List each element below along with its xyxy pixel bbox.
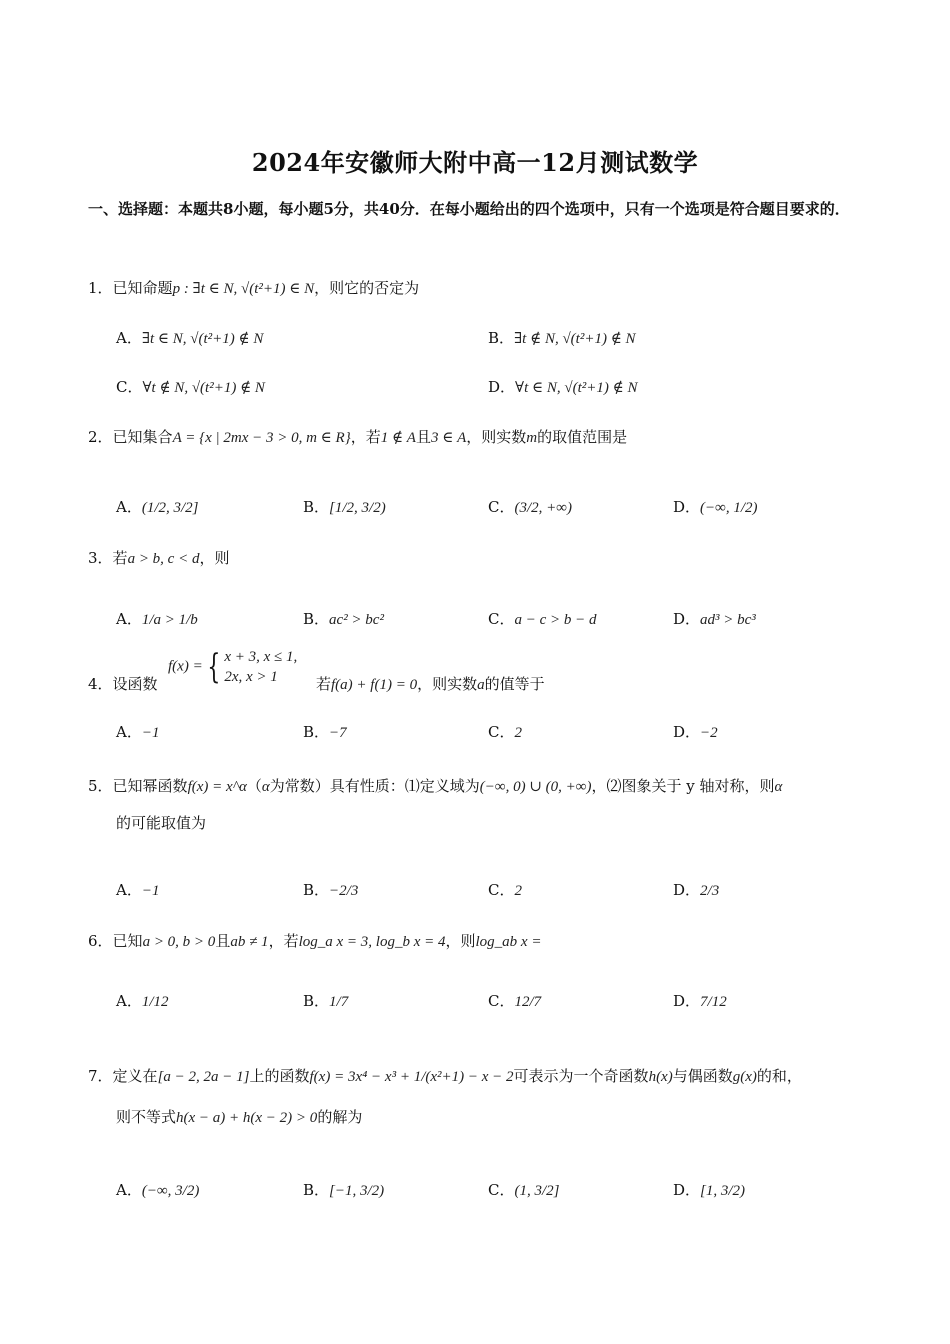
- option-c[interactable]: [116, 376, 265, 397]
- question-stem: 已知命题: [112, 279, 173, 297]
- question-5-line2: [116, 812, 206, 833]
- option-label: A．: [116, 1181, 142, 1199]
- question-stem: 已知集合: [112, 428, 173, 446]
- option-text: ∃t ∈ N, √(t²+1) ∉ N: [141, 331, 264, 347]
- option-a[interactable]: [116, 608, 198, 629]
- option-text: −1: [141, 725, 160, 741]
- math-expression: A = {x | 2mx − 3 > 0, m ∈ R}: [172, 430, 351, 446]
- question-number: 7．: [88, 1067, 113, 1085]
- option-text: (3/2, +∞): [514, 500, 572, 516]
- question-stem: 若: [316, 675, 332, 693]
- option-a[interactable]: [116, 1179, 199, 1200]
- option-label: C．: [488, 1181, 515, 1199]
- option-label: A．: [116, 610, 142, 628]
- option-text: [1, 3/2): [700, 1183, 746, 1199]
- option-text: −1: [141, 883, 160, 899]
- option-label: C．: [488, 992, 515, 1010]
- question-stem: 若: [112, 549, 128, 567]
- math-expression: α: [774, 779, 783, 795]
- option-label: A．: [116, 723, 142, 741]
- option-text: 2: [514, 883, 522, 899]
- option-text: 2: [514, 725, 522, 741]
- option-label: B．: [488, 329, 515, 347]
- option-b[interactable]: [303, 721, 347, 742]
- question-stem: 的和，: [756, 1067, 802, 1085]
- math-expression: [a − 2, 2a − 1]: [157, 1069, 250, 1085]
- option-c[interactable]: [488, 879, 522, 900]
- question-stem: ，若: [268, 932, 299, 950]
- option-text: (1, 3/2]: [514, 1183, 560, 1199]
- question-number: 6．: [88, 932, 113, 950]
- option-text: 7/12: [700, 994, 727, 1010]
- question-number: 2．: [88, 428, 113, 446]
- option-d[interactable]: [673, 990, 727, 1011]
- option-text: ∀t ∉ N, √(t²+1) ∉ N: [142, 380, 265, 396]
- option-a[interactable]: [116, 879, 159, 900]
- option-label: D．: [673, 723, 701, 741]
- math-expression: p : ∃t ∈ N, √(t²+1) ∈ N: [172, 281, 315, 297]
- question-stem: 且: [215, 932, 231, 950]
- question-stem: ，则: [445, 932, 476, 950]
- option-b[interactable]: [303, 608, 384, 629]
- option-label: D．: [488, 378, 516, 396]
- math-expression: log_a x = 3, log_b x = 4: [298, 934, 446, 950]
- option-text: −7: [329, 725, 347, 741]
- math-expression: a: [477, 677, 485, 693]
- math-expression: f(a) + f(1) = 0: [331, 677, 418, 693]
- question-number: 3．: [88, 549, 113, 567]
- piecewise-case-1: x + 3, x ≤ 1,: [224, 649, 298, 665]
- option-label: C．: [488, 498, 515, 516]
- option-a[interactable]: [116, 496, 199, 517]
- left-brace: {: [207, 647, 220, 687]
- option-text: 1/12: [141, 994, 169, 1010]
- option-label: A．: [116, 881, 142, 899]
- question-stem: ，若: [350, 428, 381, 446]
- question-stem: 的解为: [317, 1108, 363, 1126]
- option-a[interactable]: [116, 721, 159, 742]
- math-expression: ab ≠ 1: [230, 934, 269, 950]
- question-stem: （: [246, 777, 262, 795]
- option-a[interactable]: [116, 327, 263, 348]
- question-stem: ，则实数: [466, 428, 527, 446]
- option-text: a − c > b − d: [514, 612, 597, 628]
- option-text: 12/7: [514, 994, 542, 1010]
- option-label: D．: [673, 992, 701, 1010]
- math-expression: f(x) = x^α: [187, 779, 247, 795]
- question-stem: 则不等式: [116, 1108, 177, 1126]
- option-label: A．: [116, 992, 142, 1010]
- question-number: 1．: [88, 279, 113, 297]
- math-expression: (−∞, 0) ∪ (0, +∞): [479, 779, 592, 795]
- question-stem: ，则实数: [417, 675, 478, 693]
- question-number: 5．: [88, 777, 113, 795]
- option-b[interactable]: [303, 990, 348, 1011]
- question-stem: 的可能取值为: [116, 814, 207, 832]
- math-expression: h(x): [648, 1069, 673, 1085]
- question-2: [88, 426, 627, 447]
- option-d[interactable]: [488, 376, 637, 397]
- math-expression: a > 0, b > 0: [142, 934, 216, 950]
- option-label: C．: [488, 881, 515, 899]
- question-stem: 的取值范围是: [537, 428, 628, 446]
- question-4: [88, 673, 158, 694]
- question-stem: 上的函数: [249, 1067, 310, 1085]
- page-title: 2024年安徽师大附中高一12月测试数学: [251, 148, 699, 177]
- option-text: −2/3: [329, 883, 359, 899]
- math-expression: m: [526, 430, 538, 446]
- option-label: A．: [116, 329, 142, 347]
- option-label: B．: [303, 1181, 330, 1199]
- question-stem: 已知: [112, 932, 143, 950]
- option-text: [−1, 3/2): [329, 1183, 385, 1199]
- question-1: [88, 277, 419, 298]
- question-stem: 可表示为一个奇函数: [513, 1067, 649, 1085]
- option-b[interactable]: [303, 879, 358, 900]
- question-stem: 设函数: [112, 675, 158, 693]
- option-label: B．: [303, 723, 330, 741]
- option-d[interactable]: [673, 721, 718, 742]
- option-a[interactable]: [116, 990, 169, 1011]
- math-expression: f(x) =: [168, 658, 203, 675]
- question-stem: 的值等于: [484, 675, 545, 693]
- option-label: B．: [303, 992, 330, 1010]
- option-text: ac² > bc²: [329, 612, 384, 628]
- question-number: 4．: [88, 675, 113, 693]
- question-3: [88, 547, 229, 568]
- option-text: 2/3: [700, 883, 720, 899]
- question-6: [88, 930, 541, 951]
- math-expression: g(x): [732, 1069, 757, 1085]
- question-stem: ，则: [199, 549, 230, 567]
- option-text: (−∞, 1/2): [700, 500, 758, 516]
- option-text: 1/a > 1/b: [141, 612, 198, 628]
- math-expression: log_ab x =: [475, 934, 542, 950]
- question-7-line2: [116, 1106, 362, 1127]
- question-5: [88, 775, 782, 796]
- option-text: (−∞, 3/2): [141, 1183, 200, 1199]
- option-label: C．: [116, 378, 143, 396]
- option-label: B．: [303, 498, 330, 516]
- piecewise-case-2: 2x, x > 1: [224, 669, 278, 685]
- option-d[interactable]: [673, 608, 756, 629]
- math-expression: α: [261, 779, 270, 795]
- option-d[interactable]: [673, 1179, 745, 1200]
- option-text: (1/2, 3/2]: [141, 500, 199, 516]
- math-expression: a > b, c < d: [127, 551, 200, 567]
- piecewise-function: [168, 647, 297, 687]
- option-label: C．: [488, 723, 515, 741]
- option-c[interactable]: [488, 1179, 559, 1200]
- option-label: D．: [673, 498, 701, 516]
- question-stem: ，⑵图象关于 y 轴对称，则: [591, 777, 775, 795]
- math-expression: 3 ∈ A: [431, 430, 467, 446]
- option-c[interactable]: [488, 721, 522, 742]
- question-stem: 与偶函数: [672, 1067, 733, 1085]
- option-label: B．: [303, 881, 330, 899]
- section-heading: 一、选择题：本题共8小题，每小题5分，共40分．在每小题给出的四个选项中，只有一个选项是符合题目要求的．: [88, 200, 850, 218]
- question-stem: 定义在: [112, 1067, 158, 1085]
- question-stem: 为常数）具有性质：⑴定义域为: [269, 777, 480, 795]
- option-b[interactable]: [488, 327, 636, 348]
- question-4-continued: [316, 673, 545, 694]
- question-7: [88, 1065, 802, 1086]
- option-label: D．: [673, 1181, 701, 1199]
- option-d[interactable]: [673, 879, 719, 900]
- option-d[interactable]: [673, 496, 758, 517]
- option-c[interactable]: [488, 608, 597, 629]
- option-text: [1/2, 3/2): [329, 500, 386, 516]
- option-text: ∀t ∈ N, √(t²+1) ∉ N: [515, 380, 638, 396]
- math-expression: f(x) = 3x⁴ − x³ + 1/(x²+1) − x − 2: [309, 1069, 514, 1085]
- option-text: −2: [700, 725, 718, 741]
- option-text: 1/7: [329, 994, 349, 1010]
- math-expression: h(x − a) + h(x − 2) > 0: [176, 1110, 318, 1126]
- option-label: D．: [673, 610, 701, 628]
- option-label: D．: [673, 881, 701, 899]
- option-c[interactable]: [488, 496, 572, 517]
- question-stem: ，则它的否定为: [314, 279, 420, 297]
- math-expression: 1 ∉ A: [380, 430, 416, 446]
- option-text: ad³ > bc³: [700, 612, 756, 628]
- option-label: B．: [303, 610, 330, 628]
- option-b[interactable]: [303, 496, 386, 517]
- question-stem: 且: [415, 428, 431, 446]
- option-label: C．: [488, 610, 515, 628]
- option-text: ∃t ∉ N, √(t²+1) ∉ N: [514, 331, 636, 347]
- option-c[interactable]: [488, 990, 541, 1011]
- question-stem: 已知幂函数: [112, 777, 188, 795]
- option-b[interactable]: [303, 1179, 384, 1200]
- option-label: A．: [116, 498, 142, 516]
